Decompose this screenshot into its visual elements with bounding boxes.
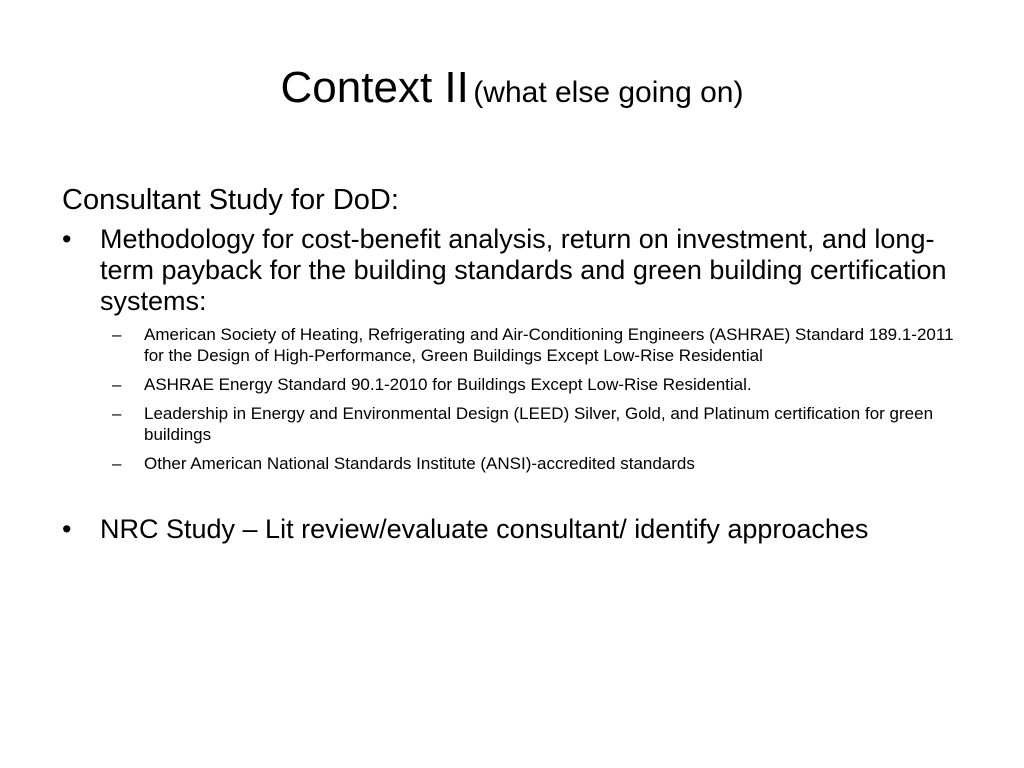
bullet-marker: • <box>62 514 72 544</box>
bullet-text: NRC Study – Lit review/evaluate consultant/ identify approaches <box>100 514 869 544</box>
title-subtitle: (what else going on) <box>473 76 744 109</box>
bullet-item <box>62 514 962 545</box>
dash-marker: – <box>112 375 122 394</box>
sub-list-item <box>62 403 962 445</box>
sub-list-item <box>62 453 962 474</box>
sub-list-item <box>62 374 962 395</box>
bullet-text: Methodology for cost-benefit analysis, return on investment, and long-term payback for the building standards and green building certification systems: <box>100 224 947 316</box>
dash-marker: – <box>112 454 122 473</box>
sub-item-text: ASHRAE Energy Standard 90.1-2010 for Buildings Except Low-Rise Residential. <box>144 375 752 394</box>
slide-body <box>62 182 962 545</box>
dash-marker: – <box>112 325 122 344</box>
section-heading: Consultant Study for DoD: <box>62 184 399 216</box>
dash-marker: – <box>112 404 122 423</box>
sub-list <box>62 324 962 474</box>
bullet-item <box>62 224 962 317</box>
bullet-marker: • <box>62 224 72 254</box>
sub-list-item <box>62 324 962 366</box>
sub-item-text: American Society of Heating, Refrigerating and Air-Conditioning Engineers (ASHRAE) Standard 189.1-2011 for the Design of High-Performance, Green Buildings Except Low-Rise Residential <box>144 325 954 365</box>
slide-title <box>0 63 1024 112</box>
title-main: Context II <box>280 63 469 112</box>
sub-item-text: Other American National Standards Institute (ANSI)-accredited standards <box>144 454 695 473</box>
sub-item-text: Leadership in Energy and Environmental Design (LEED) Silver, Gold, and Platinum certification for green buildings <box>144 404 934 444</box>
